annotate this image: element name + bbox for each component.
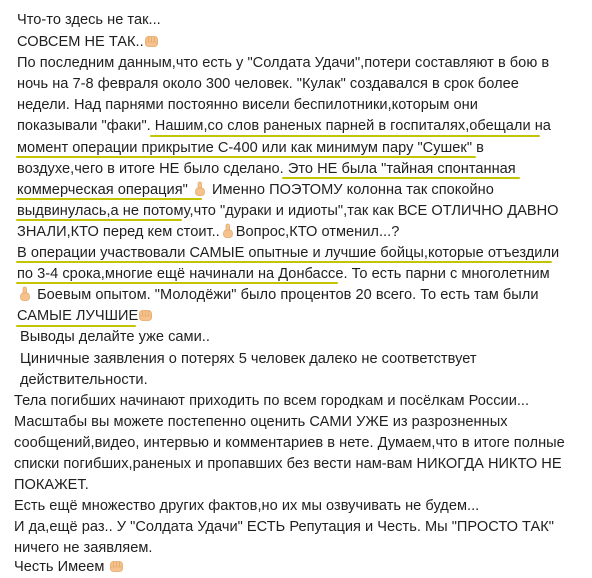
post-line: ПОКАЖЕТ. — [14, 477, 89, 493]
highlight-underline — [16, 325, 136, 327]
post-line: По последним данным,что есть у "Солдата Удачи",потери составляют в бою в — [17, 55, 550, 71]
post-line: коммерческая операция" Именно ПОЭТОМУ колонна так спокойно — [17, 182, 494, 198]
post-line: САМЫЕ ЛУЧШИЕ — [17, 306, 154, 326]
post-line: Что-то здесь не так... — [17, 12, 161, 28]
post-line: Выводы делайте уже сами.. — [20, 329, 210, 345]
post-line: ЗНАЛИ,КТО перед кем стоит.. Вопрос,КТО отменил...? — [17, 224, 400, 240]
post-line: сообщений,видео, интервью и комментариев в нете. Думаем,что в итоге полные — [14, 435, 565, 451]
post-line: Боевым опытом. "Молодёжи" было процентов 20 всего. То есть там были — [17, 285, 539, 305]
post-line: действительности. — [20, 372, 148, 388]
post-line: по 3-4 срока,многие ещё начинали на Донбассе. То есть парни с многолетним — [17, 266, 550, 282]
pointing-up-icon — [192, 181, 208, 197]
post-line: В операции участвовали САМЫЕ опытные и лучшие бойцы,которые отъездили — [17, 245, 560, 261]
highlight-underline — [16, 282, 338, 284]
post-line: Масштабы вы можете постепенно оценить САМИ УЖЕ из разрозненных — [14, 414, 508, 430]
post-line: Циничные заявления о потерях 5 человек далеко не соответствует — [20, 351, 477, 367]
post-line: Есть ещё множество других фактов,но их мы озвучивать не будем... — [14, 498, 480, 514]
post-line: СОВСЕМ НЕ ТАК.. — [17, 32, 160, 52]
post-line: Честь Имеем — [14, 557, 125, 577]
post-line: ничего не заявляем. — [14, 540, 153, 556]
highlight-underline — [16, 219, 182, 221]
pointing-up-icon — [17, 286, 33, 302]
highlight-underline — [150, 135, 540, 137]
highlight-underline — [16, 156, 476, 158]
post-line: показывали "факи". Нашим,со слов раненых парней в госпиталях,обещали на — [17, 118, 551, 134]
post-line: Тела погибших начинают приходить по всем городкам и посёлкам России... — [14, 393, 530, 409]
fist-icon — [109, 558, 125, 574]
post-line: недели. Над парнями постоянно висели беспилотники,которым они — [17, 97, 478, 113]
highlight-underline — [282, 177, 520, 179]
fist-icon — [144, 33, 160, 49]
highlight-underline — [16, 198, 202, 200]
post-line: ночь на 7-8 февраля около 300 человек. "Кулак" создавался в срок более — [17, 76, 519, 92]
highlight-underline — [16, 261, 552, 263]
pointing-up-icon — [220, 223, 236, 239]
post-line: воздухе,чего в итоге НЕ было сделано. Это НЕ была "тайная спонтанная — [17, 161, 516, 177]
fist-icon — [138, 307, 154, 323]
post-line: момент операции прикрытие С-400 или как минимум пару "Сушек" в — [17, 140, 484, 156]
post-line: выдвинулась,а не потому,что "дураки и идиоты",так как ВСЕ ОТЛИЧНО ДАВНО — [17, 203, 559, 219]
post-line: списки погибших,раненых и пропавших без вести нам-вам НИКОГДА НИКТО НЕ — [14, 456, 562, 472]
post-line: И да,ещё раз.. У "Солдата Удачи" ЕСТЬ Репутация и Честь. Мы "ПРОСТО ТАК" — [14, 519, 554, 535]
